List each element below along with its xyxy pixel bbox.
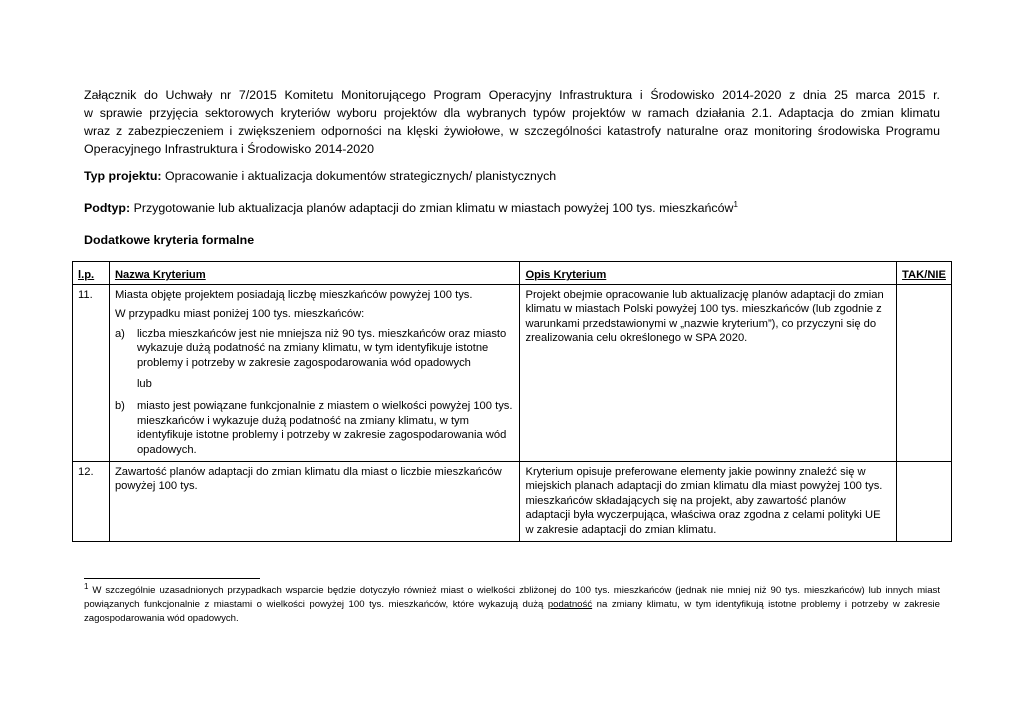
- tak-nie-cell[interactable]: [897, 284, 952, 461]
- heading-line-1: Załącznik do Uchwały nr 7/2015 Komitetu Monitorującego Program Operacyjny Infrastruktura i Środowisko 2014-2020 z dnia 25 marca 2015 r.: [84, 88, 940, 102]
- footnote-divider: [84, 578, 260, 579]
- criterion-name: [109, 284, 520, 461]
- heading-line-3: wraz z zabezpieczeniem i zwiększeniem odporności na klęski żywiołowe, w szczególności katastrofy naturalne oraz monitoring środowiska Programu: [84, 124, 940, 138]
- list-item-text: miasto jest powiązane funkcjonalnie z miastem o wielkości powyżej 100 tys. mieszkańców i wykazuje dużą podatność na zmiany klimatu, w tym identyfikuje istotne problemy i potrzeby w zakresie zagospodarowania wód opadowych.: [136, 400, 513, 456]
- criterion-name: Zawartość planów adaptacji do zmian klimatu dla miast o liczbie mieszkańców powyżej 100 tys.: [109, 461, 520, 541]
- footnote-ref[interactable]: 1: [733, 199, 738, 209]
- heading-line-2: w sprawie przyjęcia sektorowych kryteriów wyboru projektów dla wybranych typów projektów w ramach działania 2.1. Adaptacja do zmian klimatu: [84, 106, 940, 120]
- footnote-marker: 1: [84, 581, 89, 591]
- criterion-description: Projekt obejmie opracowanie lub aktualizację planów adaptacji do zmian klimatu w miastach Polski powyżej 100 tys. mieszkańców (lub zgodnie z warunkami przedstawionymi w „nazwie kryterium”), co przyczyni się do zrealizowania celu określonego w SPA 2020.: [520, 284, 897, 461]
- row-number: 11.: [73, 284, 110, 461]
- criterion-text: W przypadku miast poniżej 100 tys. mieszkańców:: [114, 308, 365, 321]
- header-desc: Opis Kryterium: [520, 262, 897, 285]
- criteria-table: [72, 261, 952, 542]
- table-row: [73, 461, 952, 541]
- list-marker: a): [114, 327, 125, 340]
- project-type-label: Typ projektu:: [84, 169, 162, 183]
- project-type: [84, 169, 556, 183]
- section-title: Dodatkowe kryteria formalne: [84, 233, 255, 247]
- connector-text: lub: [136, 377, 152, 390]
- list-marker: b): [114, 400, 125, 413]
- project-subtype: [84, 201, 738, 215]
- table-header-row: [73, 262, 952, 285]
- criterion-description: Kryterium opisuje preferowane elementy jakie powinny znaleźć się w miejskich planach adaptacji do zmian klimatu dla miast powyżej 100 tys. mieszkańców składających się na projekt, aby zawartość planów adaptacji była wyczerpująca, właściwa oraz zgodna z celami polityki UE w zakresie adaptacji do zmian klimatu.: [520, 461, 897, 541]
- document-heading: [84, 86, 940, 158]
- header-name: Nazwa Kryterium: [109, 262, 520, 285]
- list-item: [115, 327, 515, 371]
- footnote-text-end: na zmiany klimatu, w tym identyfikują istotne problemy i potrzeby w zakresie zagospodarowania wód opadowych.: [84, 599, 940, 624]
- heading-line-4: Operacyjnego Infrastruktura i Środowisko 2014-2020: [84, 142, 374, 156]
- criterion-text: Miasta objęte projektem posiadają liczbę mieszkańców powyżej 100 tys.: [114, 288, 473, 301]
- tak-nie-cell[interactable]: [897, 461, 952, 541]
- subtype-value: Przygotowanie lub aktualizacja planów adaptacji do zmian klimatu w miastach powyżej 100 tys. mieszkańców: [133, 201, 734, 215]
- row-number: 12.: [73, 461, 110, 541]
- header-lp: l.p.: [73, 262, 110, 285]
- table-row: [73, 284, 952, 461]
- footnote-text: W szczególnie uzasadnionych przypadkach wsparcie będzie dotyczyło również miast o wielkości zbliżonej do 100 tys. mieszkańców (jednak nie mniej niż 90 tys. mieszkańców) lub innych miast powiązanych funkcjonalnie z miastami o wielkości powyżej 100 tys. mieszkańców, które wykazują dużą: [84, 585, 940, 610]
- subtype-label: Podtyp:: [84, 201, 131, 215]
- footnote-underlined: podatność: [547, 599, 593, 610]
- project-type-value: Opracowanie i aktualizacja dokumentów strategicznych/ planistycznych: [165, 169, 557, 183]
- list-item-text: liczba mieszkańców jest nie mniejsza niż 90 tys. mieszkańców oraz miasto wykazuje dużą podatność na zmiany klimatu, w tym identyfikuje istotne problemy i potrzeby w zakresie zagospodarowania wód opadowych: [136, 327, 507, 369]
- list-item: [115, 399, 515, 457]
- header-tak: TAK/NIE: [897, 262, 952, 285]
- footnote: [84, 581, 940, 626]
